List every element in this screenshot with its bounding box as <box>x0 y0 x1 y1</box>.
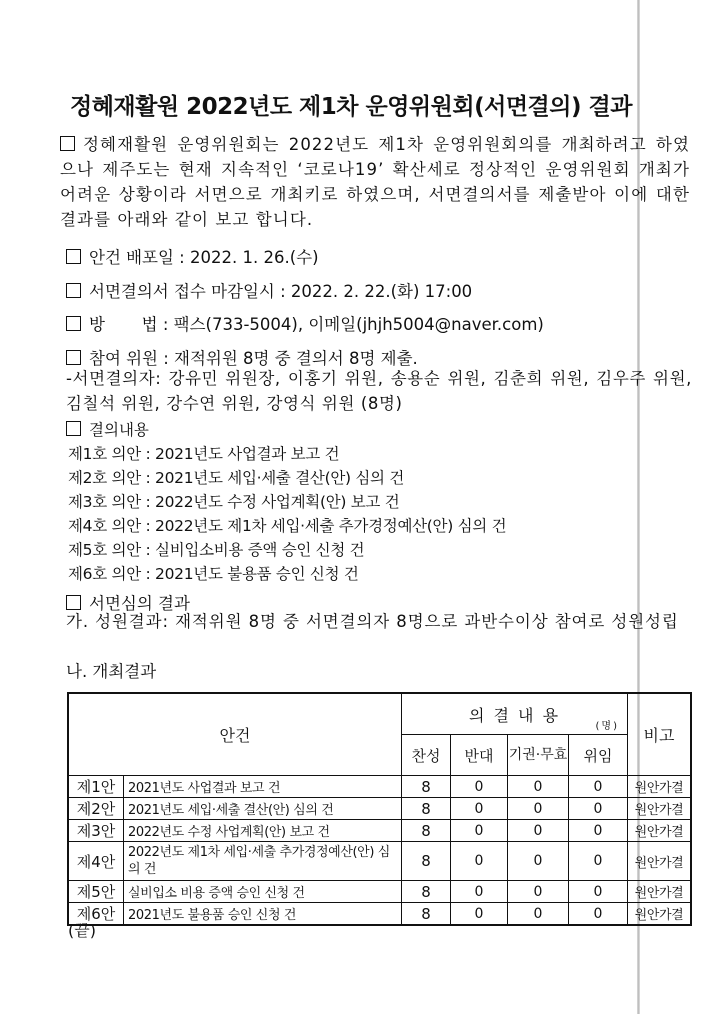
document-title: 정혜재활원 2022년도 제1차 운영위원회(서면결의) 결과 <box>70 94 632 120</box>
table-row <box>68 903 691 926</box>
participants: 참여 위원 : 재적위원 8명 중 결의서 8명 제출. <box>89 349 418 368</box>
row-for: 8 <box>402 820 451 842</box>
agenda-item-3: 제3호 의안 : 2022년도 수정 사업계획(안) 보고 건 <box>68 493 400 511</box>
checkbox-icon <box>66 283 81 298</box>
checkbox-icon <box>66 350 81 365</box>
checkbox-icon <box>66 421 81 436</box>
header-vote <box>402 693 628 735</box>
header-vote-label: 의 결 내 용 <box>468 705 561 725</box>
method-line <box>66 311 544 335</box>
results-table <box>67 692 692 926</box>
table-row <box>68 842 691 881</box>
deadline: 서면결의서 접수 마감일시 : 2022. 2. 22.(화) 17:00 <box>89 282 473 301</box>
row-for: 8 <box>402 881 451 903</box>
distribution-date-line <box>66 244 319 268</box>
row-against: 0 <box>451 776 508 798</box>
row-delegate: 0 <box>569 881 628 903</box>
row-abstain: 0 <box>508 776 569 798</box>
agenda-item-2: 제2호 의안 : 2021년도 세입·세출 결산(안) 심의 건 <box>68 469 405 487</box>
row-abstain: 0 <box>508 842 569 881</box>
row-against: 0 <box>451 903 508 926</box>
row-note: 원안가결 <box>628 798 692 820</box>
header-note: 비고 <box>628 693 692 776</box>
distribution-date: 안건 배포일 : 2022. 1. 26.(수) <box>89 248 319 267</box>
row-for: 8 <box>402 903 451 926</box>
row-against: 0 <box>451 798 508 820</box>
header-unit: (명) <box>595 721 619 732</box>
row-abstain: 0 <box>508 881 569 903</box>
row-abstain: 0 <box>508 820 569 842</box>
row-delegate: 0 <box>569 798 628 820</box>
row-abstain: 0 <box>508 798 569 820</box>
row-title: 실비입소 비용 증액 승인 신청 건 <box>124 881 402 903</box>
header-abstain: 기권·무효 <box>508 735 569 776</box>
row-title: 2021년도 불용품 승인 신청 건 <box>124 903 402 926</box>
row-for: 8 <box>402 798 451 820</box>
row-for: 8 <box>402 842 451 881</box>
table-row <box>68 776 691 798</box>
header-for: 찬성 <box>402 735 451 776</box>
row-note: 원안가결 <box>628 903 692 926</box>
result-a: 가. 성원결과: 재적위원 8명 중 서면결의자 8명으로 과반수이상 참여로 성원성립 <box>66 612 679 631</box>
table-row <box>68 798 691 820</box>
deadline-line <box>66 278 472 302</box>
table-row <box>68 820 691 842</box>
end-mark: (끝) <box>68 921 96 940</box>
header-against: 반대 <box>451 735 508 776</box>
agenda-item-4: 제4호 의안 : 2022년도 제1차 세입·세출 추가경정예산(안) 심의 건 <box>68 517 507 535</box>
row-against: 0 <box>451 881 508 903</box>
row-id: 제6안 <box>68 903 124 926</box>
row-delegate: 0 <box>569 820 628 842</box>
row-id: 제1안 <box>68 776 124 798</box>
agenda-item-6: 제6호 의안 : 2021년도 불용품 승인 신청 건 <box>68 565 359 583</box>
row-delegate: 0 <box>569 903 628 926</box>
agenda-heading: 결의내용 <box>89 421 149 439</box>
row-note: 원안가결 <box>628 820 692 842</box>
checkbox-icon <box>66 249 81 264</box>
row-delegate: 0 <box>569 842 628 881</box>
row-id: 제2안 <box>68 798 124 820</box>
row-title: 2021년도 사업결과 보고 건 <box>124 776 402 798</box>
method-label: 방 법 <box>89 315 158 334</box>
row-against: 0 <box>451 820 508 842</box>
row-title: 2021년도 세입·세출 결산(안) 심의 건 <box>124 798 402 820</box>
result-heading: 서면심의 결과 <box>89 594 190 613</box>
agenda-heading-line <box>66 418 149 440</box>
row-against: 0 <box>451 842 508 881</box>
row-title: 2022년도 수정 사업계획(안) 보고 건 <box>124 820 402 842</box>
checkbox-icon <box>66 316 81 331</box>
agenda-item-1: 제1호 의안 : 2021년도 사업결과 보고 건 <box>68 445 340 463</box>
header-delegate: 위임 <box>569 735 628 776</box>
row-id: 제5안 <box>68 881 124 903</box>
intro-paragraph <box>60 132 690 232</box>
participants-list: -서면결의자: 강유민 위원장, 이홍기 위원, 송용순 위원, 김춘희 위원, 김우주 위원, 김칠석 위원, 강수연 위원, 강영식 위원 (8명) <box>66 369 692 413</box>
row-title: 2022년도 제1차 세입·세출 추가경정예산(안) 심의 건 <box>124 842 402 881</box>
checkbox-icon <box>66 595 81 610</box>
table-row <box>68 881 691 903</box>
row-note: 원안가결 <box>628 881 692 903</box>
row-delegate: 0 <box>569 776 628 798</box>
row-note: 원안가결 <box>628 776 692 798</box>
header-agenda: 안건 <box>68 693 402 776</box>
checkbox-icon <box>60 136 75 151</box>
method-value: : 팩스(733-5004), 이메일(jhjh5004@naver.com) <box>162 315 544 334</box>
intro-text: 정혜재활원 운영위원회는 2022년도 제1차 운영위원회의를 개최하려고 하였으나 제주도는 현재 지속적인 ‘코로나19’ 확산세로 정상적인 운영위원회 개최가 어려운 상황이라 서면으로 개최키로 하였으며, 서면결의서를 제출받아 이에 대한 결과를 아래와 같이 보고 합니다. <box>60 135 690 229</box>
result-b: 나. 개최결과 <box>66 662 157 681</box>
row-id: 제3안 <box>68 820 124 842</box>
row-abstain: 0 <box>508 903 569 926</box>
row-for: 8 <box>402 776 451 798</box>
row-id: 제4안 <box>68 842 124 881</box>
agenda-item-5: 제5호 의안 : 실비입소비용 증액 승인 신청 건 <box>68 541 365 559</box>
row-note: 원안가결 <box>628 842 692 881</box>
